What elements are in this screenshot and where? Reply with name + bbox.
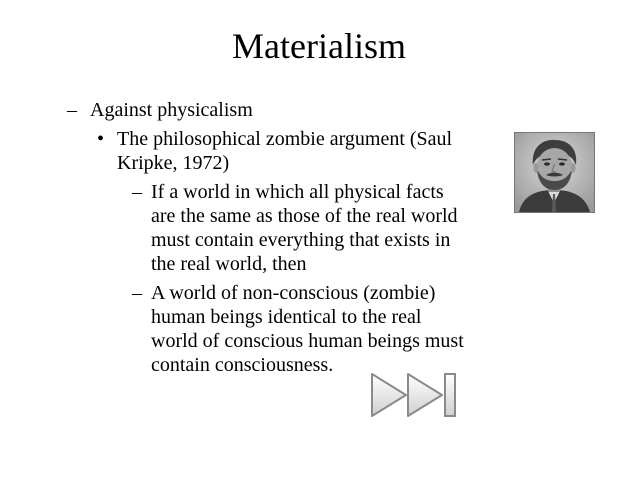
portrait-photo-icon <box>514 132 595 213</box>
level3-item1-line-3: must contain everything that exists in <box>151 229 451 251</box>
level3-item2-line-3: world of conscious human beings must <box>151 330 464 352</box>
level3-item1-line-2: are the same as those of the real world <box>151 205 458 227</box>
level2-text-line-1: The philosophical zombie argument (Saul <box>117 128 453 150</box>
level2-bullet-marker: • <box>97 128 105 150</box>
level3-item1-line-4: the real world, then <box>151 253 307 275</box>
skip-forward-button[interactable] <box>370 372 458 418</box>
skip-forward-icon <box>370 372 458 418</box>
slide-title: Materialism <box>232 26 406 66</box>
level3-item2-line-2: human beings identical to the real <box>151 306 422 328</box>
level1-bullet-text: Against physicalism <box>90 99 253 121</box>
level3-dash-marker-2: – <box>132 282 142 304</box>
level3-item2-line-4: contain consciousness. <box>151 354 334 376</box>
level1-dash-marker: – <box>67 99 77 121</box>
level3-item2-line-1: A world of non-conscious (zombie) <box>151 282 436 304</box>
level3-item1-line-1: If a world in which all physical facts <box>151 181 444 203</box>
level3-dash-marker-1: – <box>132 181 142 203</box>
level2-text-line-2: Kripke, 1972) <box>117 152 230 174</box>
